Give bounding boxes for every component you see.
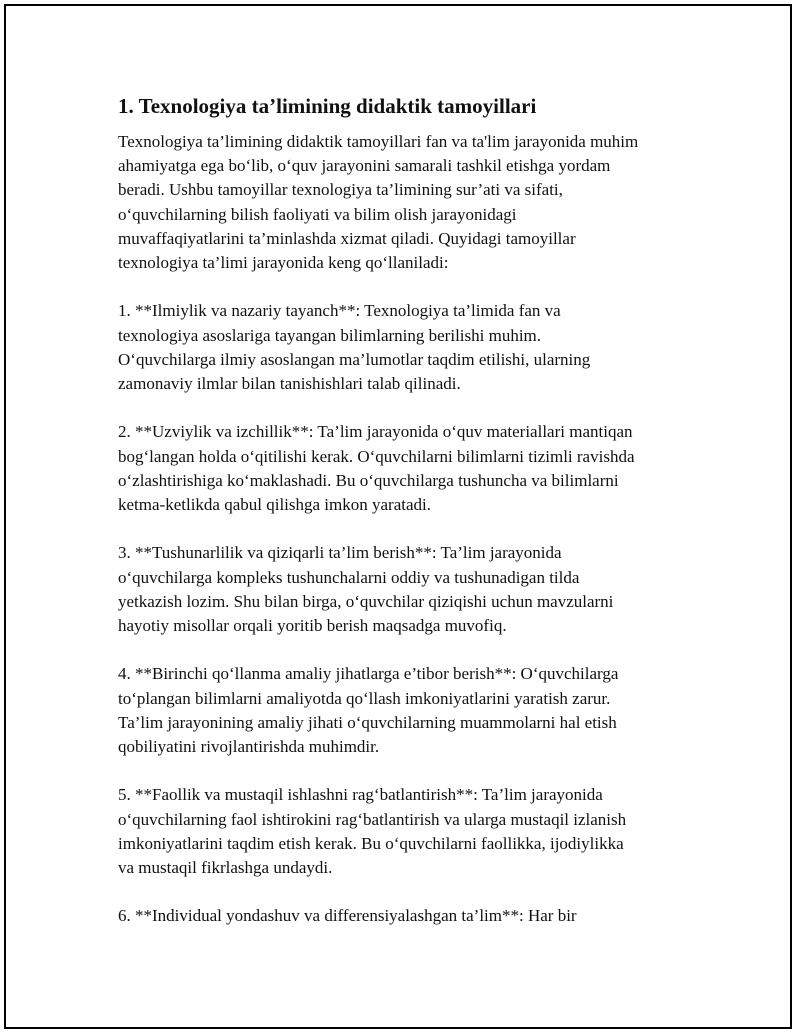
text-line: Texnologiya ta’limining didaktik tamoyillari fan va ta'lim jarayonida muhim [118,132,639,151]
text-line: Ta’lim jarayonining amaliy jihati o‘quvchilarning muammolarni hal etish [118,712,617,732]
text-line: bog‘langan holda o‘qitilishi kerak. O‘quvchilarni bilimlarni tizimli ravishda [118,446,635,466]
text-line: 1. **Ilmiylik va nazariy tayanch**: Texnologiya ta’limida fan va [118,301,561,321]
document-body [118,92,698,929]
text-line: o‘quvchilarga kompleks tushunchalarni oddiy va tushunadigan tilda [118,567,580,587]
text-line: imkoniyatlarini taqdim etish kerak. Bu o‘quvchilarni faollikka, ijodiylikka [118,833,624,853]
text-line: 5. **Faollik va mustaqil ishlashni rag‘batlantirish**: Ta’lim jarayonida [118,785,603,805]
text-line: muvaffaqiyatlarini ta’minlashda xizmat qiladi. Quyidagi tamoyillar [118,228,576,248]
text-line: to‘plangan bilimlarni amaliyotda qo‘llash imkoniyatlarini yaratish zarur. [118,688,611,708]
text-line: va mustaqil fikrlashga undaydi. [118,858,333,878]
text-line: texnologiya ta’limi jarayonida keng qo‘llaniladi: [118,253,449,273]
text-line: hayotiy misollar orqali yoritib berish maqsadga muvofiq. [118,616,507,636]
paragraph-principle-1 [118,299,698,396]
text-line: o‘quvchilarning faol ishtirokini rag‘batlantirish va ularga mustaqil izlanish [118,809,627,829]
text-line: o‘quvchilarning bilish faoliyati va bilim olish jarayonidagi [118,204,517,224]
paragraph-intro [118,130,698,275]
text-line: texnologiya asoslariga tayangan bilimlarning berilishi muhim. [118,325,542,345]
text-line: yetkazish lozim. Shu bilan birga, o‘quvchilar qiziqishi uchun mavzularni [118,591,614,611]
text-line: 4. **Birinchi qo‘llanma amaliy jihatlarga e’tibor berish**: O‘quvchilarga [118,664,619,684]
paragraph-principle-4 [118,662,698,759]
text-line: ahamiyatga ega bo‘lib, o‘quv jarayonini samarali tashkil etishga yordam [118,156,611,176]
text-line: 6. **Individual yondashuv va differensiyalashgan ta’lim**: Har bir [118,906,577,926]
paragraph-principle-5 [118,783,698,880]
text-line: o‘zlashtirishiga ko‘maklashadi. Bu o‘quvchilarga tushuncha va bilimlarni [118,470,619,490]
text-line: 3. **Tushunarlilik va qiziqarli ta’lim berish**: Ta’lim jarayonida [118,543,562,563]
text-line: zamonaviy ilmlar bilan tanishishlari talab qilinadi. [118,374,461,394]
text-line: beradi. Ushbu tamoyillar texnologiya ta’limining sur’ati va sifati, [118,180,563,200]
paragraph-principle-3 [118,541,698,638]
paragraph-principle-2 [118,420,698,517]
text-line: ketma-ketlikda qabul qilishga imkon yaratadi. [118,495,431,515]
document-title: 1. Texnologiya ta’limining didaktik tamoyillari [118,94,537,118]
text-line: 2. **Uzviylik va izchillik**: Ta’lim jarayonida o‘quv materiallari mantiqan [118,422,633,442]
text-line: O‘quvchilarga ilmiy asoslangan ma’lumotlar taqdim etilishi, ularning [118,349,591,369]
text-line: qobiliyatini rivojlantirishda muhimdir. [118,737,380,757]
paragraph-principle-6 [118,904,698,928]
